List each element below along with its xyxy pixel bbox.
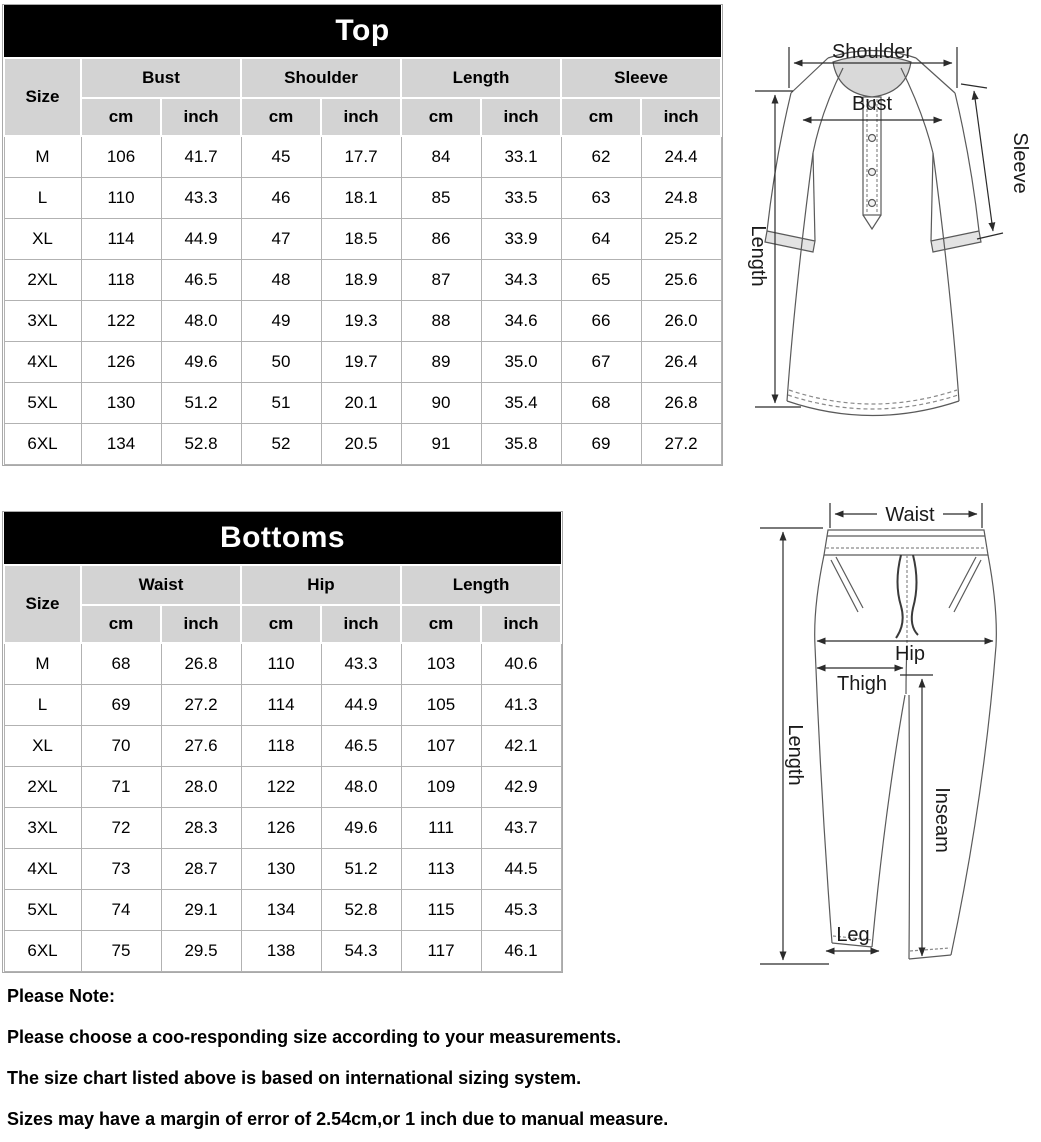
value-cell: 105 [401,685,481,726]
value-cell: 46.5 [161,260,241,301]
unit-header: inch [481,605,561,643]
value-cell: 20.1 [321,383,401,424]
value-cell: 25.6 [641,260,721,301]
group-header: Shoulder [241,58,401,98]
button-icon [869,135,876,142]
value-cell: 44.5 [481,849,561,890]
value-cell: 26.4 [641,342,721,383]
value-cell: 87 [401,260,481,301]
value-cell: 67 [561,342,641,383]
size-cell: M [4,136,81,178]
value-cell: 28.7 [161,849,241,890]
size-cell: 5XL [4,890,81,931]
value-cell: 46.1 [481,931,561,972]
value-cell: 115 [401,890,481,931]
value-cell: 51.2 [161,383,241,424]
value-cell: 130 [241,849,321,890]
value-cell: 84 [401,136,481,178]
value-cell: 114 [81,219,161,260]
unit-header: cm [81,98,161,136]
value-cell: 27.2 [161,685,241,726]
value-cell: 71 [81,767,161,808]
value-cell: 72 [81,808,161,849]
value-cell: 33.9 [481,219,561,260]
value-cell: 66 [561,301,641,342]
bottoms-garment-diagram [725,498,1041,985]
pants-drawing [815,530,997,959]
group-header: Bust [81,58,241,98]
size-cell: 5XL [4,383,81,424]
table-row [4,301,721,342]
value-cell: 33.1 [481,136,561,178]
table-row [4,219,721,260]
value-cell: 18.1 [321,178,401,219]
value-cell: 117 [401,931,481,972]
group-header: Waist [81,565,241,605]
value-cell: 24.8 [641,178,721,219]
value-cell: 122 [241,767,321,808]
value-cell: 111 [401,808,481,849]
label-thigh: Thigh [836,673,888,695]
table-body [4,643,561,972]
value-cell: 73 [81,849,161,890]
table-row [4,726,561,767]
value-cell: 29.1 [161,890,241,931]
value-cell: 126 [81,342,161,383]
value-cell: 44.9 [321,685,401,726]
size-column-header: Size [4,58,81,136]
value-cell: 29.5 [161,931,241,972]
value-cell: 50 [241,342,321,383]
label-leg: Leg [836,924,870,946]
unit-header: cm [401,98,481,136]
value-cell: 52.8 [161,424,241,465]
unit-header: cm [241,98,321,136]
size-cell: M [4,643,81,685]
unit-header: cm [401,605,481,643]
value-cell: 69 [561,424,641,465]
label-waist: Waist [885,504,935,526]
value-cell: 26.0 [641,301,721,342]
value-cell: 51 [241,383,321,424]
value-cell: 122 [81,301,161,342]
value-cell: 62 [561,136,641,178]
value-cell: 18.9 [321,260,401,301]
table-row [4,178,721,219]
group-header: Sleeve [561,58,721,98]
unit-header-row [4,605,561,643]
table-row [4,849,561,890]
value-cell: 65 [561,260,641,301]
table-row [4,136,721,178]
value-cell: 49.6 [161,342,241,383]
unit-header: inch [641,98,721,136]
value-cell: 24.4 [641,136,721,178]
value-cell: 90 [401,383,481,424]
top-size-table-container [2,4,723,466]
value-cell: 118 [81,260,161,301]
size-cell: 6XL [4,424,81,465]
value-cell: 44.9 [161,219,241,260]
value-cell: 27.6 [161,726,241,767]
notes-section [7,986,767,1142]
unit-header: inch [321,605,401,643]
title-row [4,5,721,58]
size-cell: XL [4,219,81,260]
table-row [4,342,721,383]
table-row [4,767,561,808]
value-cell: 138 [241,931,321,972]
group-header: Length [401,58,561,98]
value-cell: 91 [401,424,481,465]
unit-header: cm [561,98,641,136]
size-cell: 2XL [4,767,81,808]
value-cell: 25.2 [641,219,721,260]
value-cell: 19.7 [321,342,401,383]
value-cell: 43.7 [481,808,561,849]
value-cell: 43.3 [321,643,401,685]
value-cell: 74 [81,890,161,931]
label-length: Length [784,724,806,786]
value-cell: 107 [401,726,481,767]
label-inseam: Inseam [931,787,953,853]
size-cell: 4XL [4,849,81,890]
value-cell: 46 [241,178,321,219]
value-cell: 106 [81,136,161,178]
value-cell: 86 [401,219,481,260]
size-column-header: Size [4,565,81,643]
unit-header: inch [161,98,241,136]
table-row [4,890,561,931]
value-cell: 103 [401,643,481,685]
button-icon [869,200,876,207]
size-cell: 2XL [4,260,81,301]
table-title: Top [4,5,721,58]
button-icon [869,169,876,176]
unit-header: cm [81,605,161,643]
group-header: Length [401,565,561,605]
value-cell: 75 [81,931,161,972]
value-cell: 41.3 [481,685,561,726]
top-size-table [3,5,722,465]
top-garment-diagram [725,0,1041,478]
size-cell: 6XL [4,931,81,972]
value-cell: 20.5 [321,424,401,465]
drawstring-icon [912,555,918,635]
unit-header: inch [481,98,561,136]
value-cell: 113 [401,849,481,890]
value-cell: 52.8 [321,890,401,931]
value-cell: 19.3 [321,301,401,342]
size-cell: L [4,178,81,219]
drawstring-icon [896,555,903,638]
value-cell: 35.4 [481,383,561,424]
value-cell: 48.0 [161,301,241,342]
note-line: The size chart listed above is based on international sizing system. [7,1068,582,1088]
value-cell: 118 [241,726,321,767]
value-cell: 89 [401,342,481,383]
value-cell: 43.3 [161,178,241,219]
value-cell: 45 [241,136,321,178]
label-length: Length [747,225,769,287]
unit-header-row [4,98,721,136]
size-cell: L [4,685,81,726]
value-cell: 35.8 [481,424,561,465]
label-sleeve: Sleeve [1009,132,1031,194]
unit-header: inch [321,98,401,136]
size-cell: 3XL [4,301,81,342]
label-hip: Hip [894,643,926,665]
table-title: Bottoms [4,512,561,565]
group-header-row [4,565,561,605]
value-cell: 34.3 [481,260,561,301]
unit-header: inch [161,605,241,643]
value-cell: 45.3 [481,890,561,931]
value-cell: 126 [241,808,321,849]
value-cell: 35.0 [481,342,561,383]
value-cell: 63 [561,178,641,219]
value-cell: 17.7 [321,136,401,178]
value-cell: 28.3 [161,808,241,849]
value-cell: 110 [241,643,321,685]
title-row [4,512,561,565]
value-cell: 48.0 [321,767,401,808]
label-bust: Bust [851,93,893,115]
value-cell: 47 [241,219,321,260]
value-cell: 48 [241,260,321,301]
value-cell: 54.3 [321,931,401,972]
table-row [4,931,561,972]
value-cell: 68 [81,643,161,685]
table-row [4,685,561,726]
value-cell: 28.0 [161,767,241,808]
unit-header: cm [241,605,321,643]
value-cell: 114 [241,685,321,726]
value-cell: 46.5 [321,726,401,767]
value-cell: 134 [241,890,321,931]
table-body [4,136,721,465]
note-line: Sizes may have a margin of error of 2.54cm,or 1 inch due to manual measure. [7,1109,669,1129]
value-cell: 33.5 [481,178,561,219]
size-cell: XL [4,726,81,767]
bottoms-size-table-container [2,511,563,973]
size-cell: 3XL [4,808,81,849]
value-cell: 68 [561,383,641,424]
value-cell: 85 [401,178,481,219]
value-cell: 49.6 [321,808,401,849]
group-header-row [4,58,721,98]
size-cell: 4XL [4,342,81,383]
value-cell: 42.9 [481,767,561,808]
value-cell: 52 [241,424,321,465]
table-row [4,424,721,465]
table-row [4,383,721,424]
value-cell: 130 [81,383,161,424]
label-shoulder: Shoulder [831,41,913,63]
bottoms-size-table [3,512,562,972]
value-cell: 26.8 [641,383,721,424]
value-cell: 51.2 [321,849,401,890]
value-cell: 69 [81,685,161,726]
value-cell: 40.6 [481,643,561,685]
table-row [4,260,721,301]
group-header: Hip [241,565,401,605]
value-cell: 49 [241,301,321,342]
notes-heading: Please Note: [7,986,116,1006]
value-cell: 26.8 [161,643,241,685]
value-cell: 42.1 [481,726,561,767]
value-cell: 110 [81,178,161,219]
table-row [4,643,561,685]
value-cell: 64 [561,219,641,260]
value-cell: 18.5 [321,219,401,260]
table-row [4,808,561,849]
value-cell: 70 [81,726,161,767]
value-cell: 34.6 [481,301,561,342]
value-cell: 27.2 [641,424,721,465]
value-cell: 109 [401,767,481,808]
value-cell: 88 [401,301,481,342]
value-cell: 134 [81,424,161,465]
value-cell: 41.7 [161,136,241,178]
note-line: Please choose a coo-responding size according to your measurements. [7,1027,622,1047]
